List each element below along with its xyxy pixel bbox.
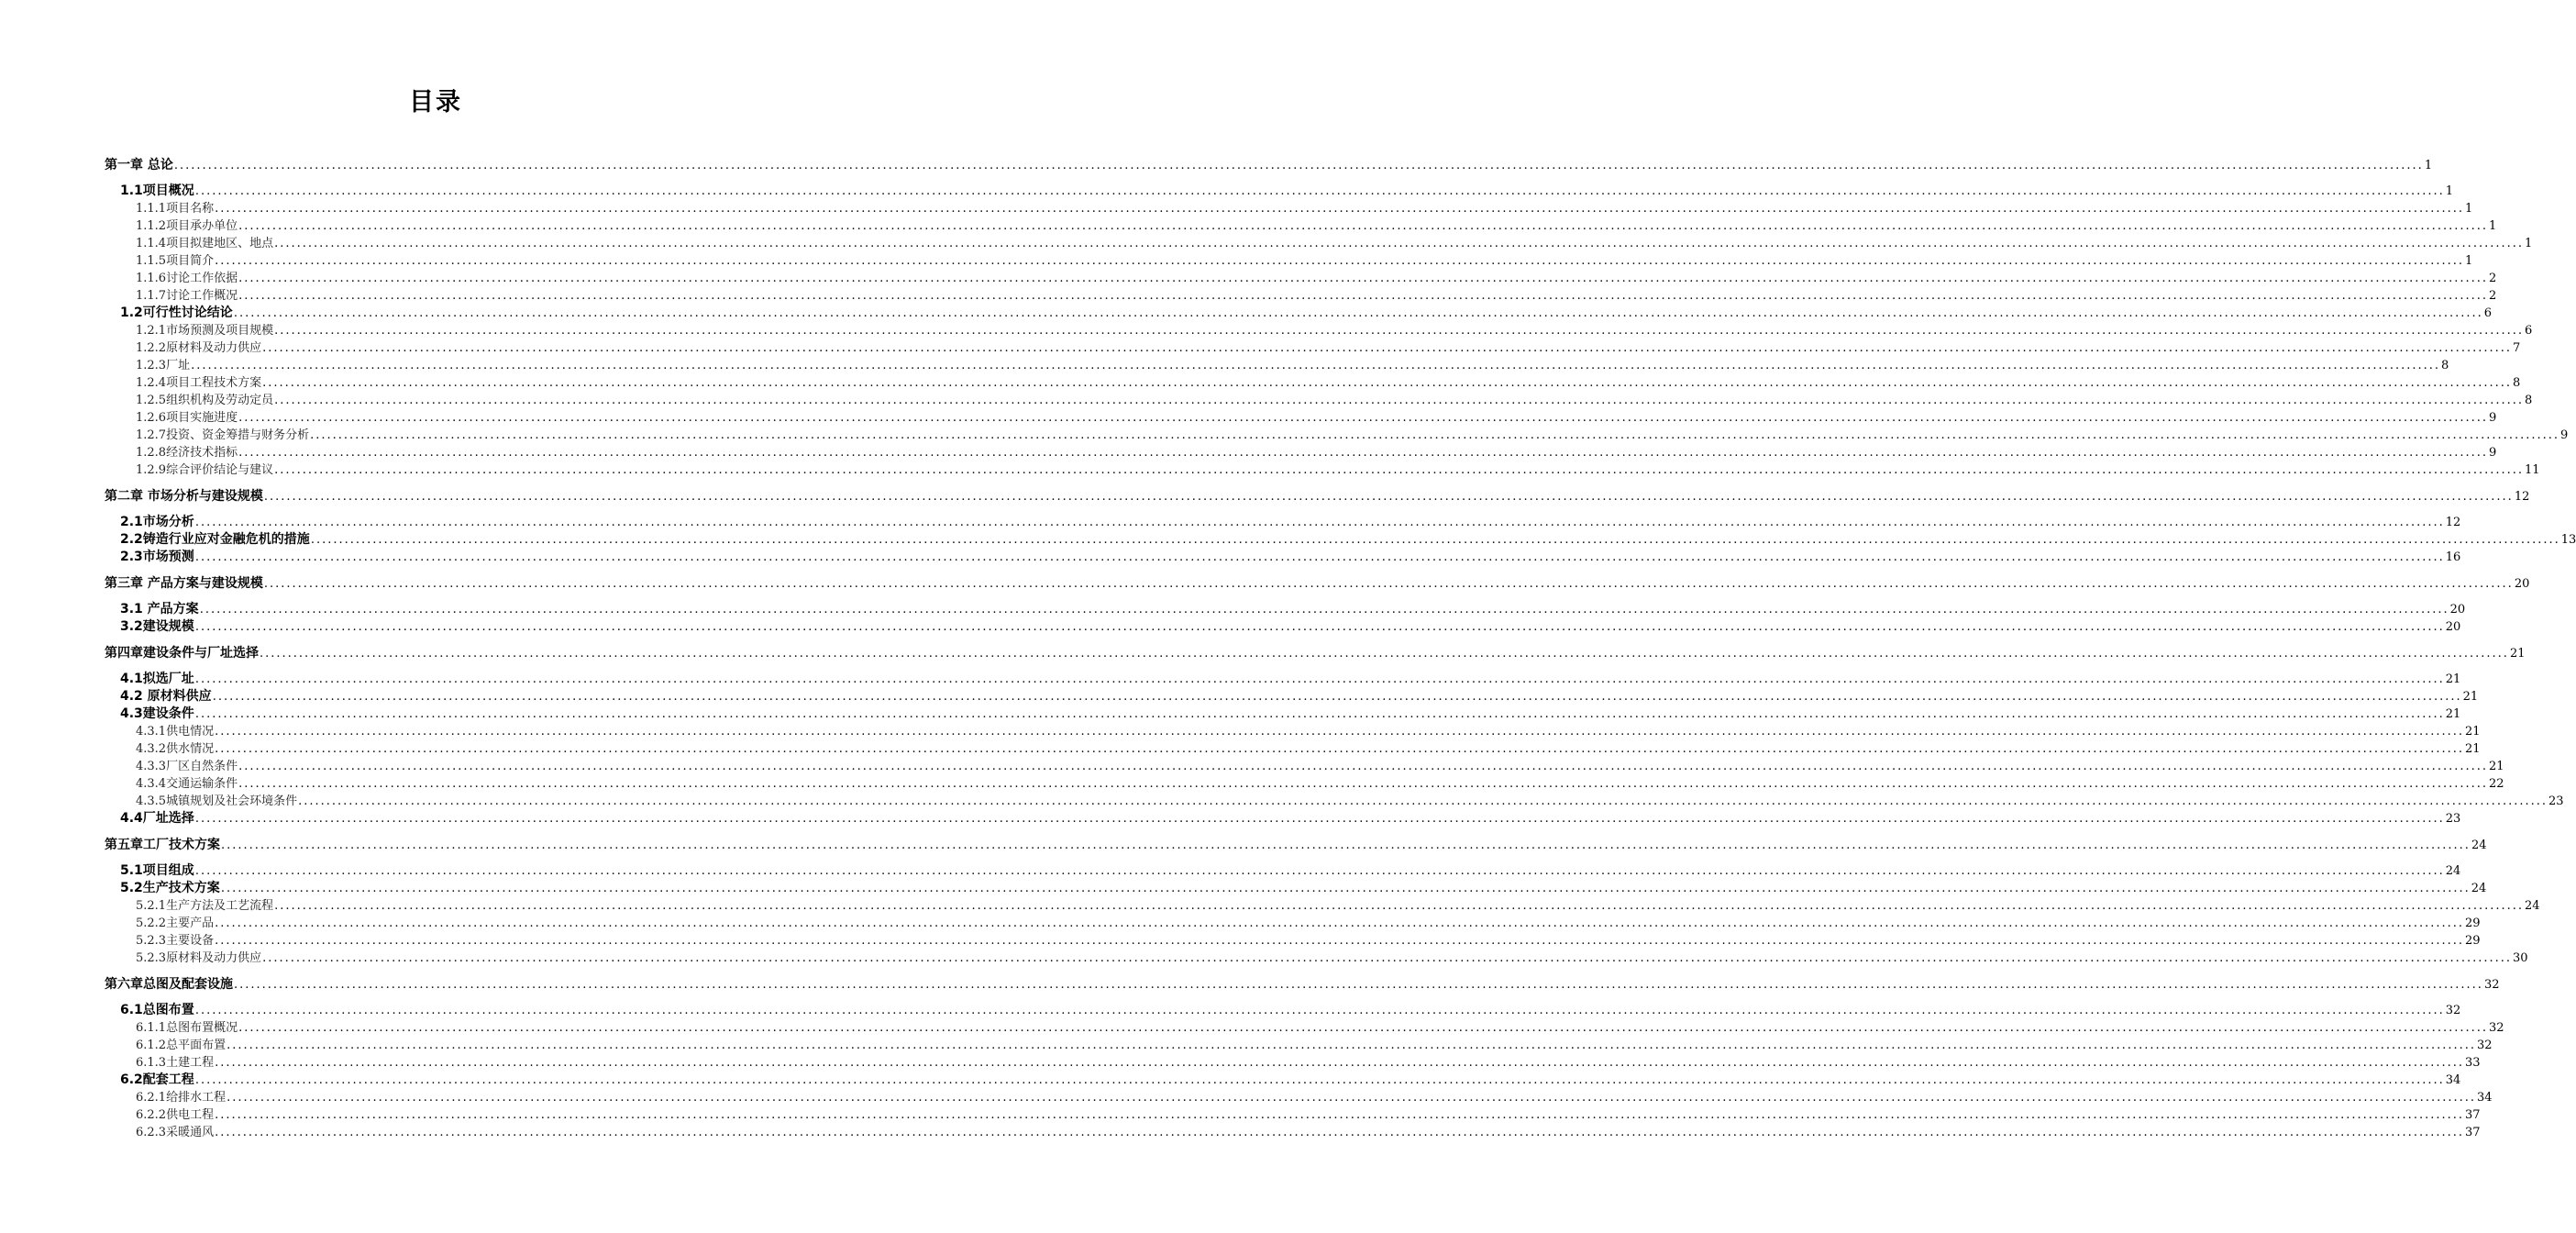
toc-entry-page-number: 33 bbox=[2465, 1056, 2481, 1070]
toc-entry-page-number: 32 bbox=[2483, 978, 2500, 992]
toc-entry-section[interactable] bbox=[120, 601, 2466, 618]
toc-entry-sub[interactable] bbox=[136, 217, 2497, 235]
toc-entry-page-number: 37 bbox=[2465, 1108, 2481, 1122]
toc-entry-sub[interactable] bbox=[136, 374, 2521, 392]
toc-entry-sub[interactable] bbox=[136, 235, 2533, 252]
dot-leader: ................................................................................................................................................................................................................................................................................................................................................................................................................ bbox=[194, 1004, 2445, 1017]
toc-entry-page-number: 20 bbox=[2514, 577, 2530, 591]
toc-entry-sub[interactable] bbox=[136, 950, 2528, 967]
dot-leader: ................................................................................................................................................................................................................................................................................................................................................................................................................ bbox=[310, 428, 2560, 442]
toc-entry-page-number: 9 bbox=[2489, 411, 2497, 425]
toc-entry-label: 1.1项目概况 bbox=[120, 183, 194, 198]
dot-leader: ................................................................................................................................................................................................................................................................................................................................................................................................................ bbox=[298, 794, 2548, 808]
toc-entry-label: 6.1.2总平面布置 bbox=[136, 1039, 227, 1052]
toc-entry-label: 1.2.9综合评价结论与建议 bbox=[136, 463, 274, 477]
toc-entry-sub[interactable] bbox=[136, 444, 2497, 461]
dot-leader: ................................................................................................................................................................................................................................................................................................................................................................................................................ bbox=[260, 647, 2509, 661]
toc-entry-sub[interactable] bbox=[136, 287, 2497, 305]
toc-entry-page-number: 24 bbox=[2445, 864, 2461, 878]
dot-leader: ................................................................................................................................................................................................................................................................................................................................................................................................................ bbox=[215, 1056, 2465, 1070]
toc-entry-page-number: 24 bbox=[2471, 882, 2487, 895]
toc-entry-label: 5.2.1生产方法及工艺流程 bbox=[136, 899, 274, 913]
dot-leader: ................................................................................................................................................................................................................................................................................................................................................................................................................ bbox=[238, 272, 2489, 285]
toc-entry-page-number: 9 bbox=[2560, 428, 2569, 442]
toc-entry-label: 4.3.3厂区自然条件 bbox=[136, 760, 238, 773]
toc-entry-label: 2.2铸造行业应对金融危机的措施 bbox=[120, 532, 310, 547]
dot-leader: ................................................................................................................................................................................................................................................................................................................................................................................................................ bbox=[238, 446, 2489, 460]
toc-entry-label: 1.1.7讨论工作概况 bbox=[136, 289, 238, 303]
toc-entry-label: 1.2可行性讨论结论 bbox=[120, 305, 233, 320]
toc-entry-label: 5.2.2主要产品 bbox=[136, 916, 215, 930]
toc-title: 目录 bbox=[409, 88, 462, 117]
toc-entry-label: 4.3.4交通运输条件 bbox=[136, 777, 238, 791]
toc-entry-sub[interactable] bbox=[136, 740, 2481, 758]
toc-entry-label: 6.2配套工程 bbox=[120, 1072, 194, 1087]
toc-entry-page-number: 1 bbox=[2525, 237, 2533, 250]
toc-entry-sub[interactable] bbox=[136, 1054, 2481, 1072]
dot-leader: ................................................................................................................................................................................................................................................................................................................................................................................................................ bbox=[274, 324, 2525, 338]
toc-entry-page-number: 1 bbox=[2465, 254, 2473, 268]
toc-entry-label: 第二章 市场分析与建设规模 bbox=[105, 489, 263, 504]
dot-leader: ................................................................................................................................................................................................................................................................................................................................................................................................................ bbox=[274, 394, 2525, 407]
toc-entry-section[interactable] bbox=[120, 183, 2454, 200]
toc-entry-label: 1.2.6项目实施进度 bbox=[136, 411, 238, 425]
toc-entry-page-number: 8 bbox=[2441, 359, 2449, 372]
dot-leader: ................................................................................................................................................................................................................................................................................................................................................................................................................ bbox=[215, 916, 2465, 930]
toc-entry-sub[interactable] bbox=[136, 897, 2540, 915]
toc-entry-label: 6.2.1给排水工程 bbox=[136, 1091, 227, 1105]
toc-entry-page-number: 1 bbox=[2445, 184, 2454, 198]
toc-entry-label: 1.1.4项目拟建地区、地点 bbox=[136, 237, 274, 250]
dot-leader: ................................................................................................................................................................................................................................................................................................................................................................................................................ bbox=[194, 864, 2445, 878]
dot-leader: ................................................................................................................................................................................................................................................................................................................................................................................................................ bbox=[191, 359, 2441, 372]
toc-entry-chapter[interactable] bbox=[105, 575, 2530, 593]
toc-entry-label: 5.2.3原材料及动力供应 bbox=[136, 951, 262, 965]
toc-entry-label: 4.3建设条件 bbox=[120, 706, 194, 721]
toc-entry-page-number: 24 bbox=[2525, 899, 2540, 913]
toc-entry-page-number: 23 bbox=[2445, 812, 2461, 826]
toc-entry-section[interactable] bbox=[120, 618, 2461, 636]
dot-leader: ................................................................................................................................................................................................................................................................................................................................................................................................................ bbox=[221, 839, 2471, 852]
toc-entry-page-number: 32 bbox=[2489, 1021, 2504, 1035]
dot-leader: ................................................................................................................................................................................................................................................................................................................................................................................................................ bbox=[238, 219, 2489, 233]
toc-entry-sub[interactable] bbox=[136, 775, 2504, 793]
toc-entry-chapter[interactable] bbox=[105, 976, 2500, 994]
toc-entry-sub[interactable] bbox=[136, 427, 2569, 444]
dot-leader: ................................................................................................................................................................................................................................................................................................................................................................................................................ bbox=[220, 882, 2471, 895]
toc-entry-label: 4.2 原材料供应 bbox=[120, 689, 212, 704]
toc-entry-page-number: 34 bbox=[2477, 1091, 2493, 1105]
toc-entry-label: 1.1.6讨论工作依据 bbox=[136, 272, 238, 285]
dot-leader: ................................................................................................................................................................................................................................................................................................................................................................................................................ bbox=[274, 237, 2525, 250]
toc-entry-sub[interactable] bbox=[136, 339, 2521, 357]
dot-leader: ................................................................................................................................................................................................................................................................................................................................................................................................................ bbox=[194, 550, 2445, 564]
toc-entry-page-number: 2 bbox=[2489, 289, 2497, 303]
dot-leader: ................................................................................................................................................................................................................................................................................................................................................................................................................ bbox=[238, 289, 2489, 303]
toc-entry-label: 1.2.2原材料及动力供应 bbox=[136, 341, 262, 355]
toc-entry-page-number: 12 bbox=[2445, 516, 2461, 529]
toc-entry-page-number: 12 bbox=[2514, 490, 2530, 504]
toc-entry-page-number: 21 bbox=[2465, 742, 2481, 756]
toc-entry-sub[interactable] bbox=[136, 723, 2481, 740]
toc-entry-page-number: 8 bbox=[2525, 394, 2533, 407]
toc-entry-label: 4.4厂址选择 bbox=[120, 811, 194, 826]
toc-entry-chapter[interactable] bbox=[105, 837, 2487, 854]
toc-entry-sub[interactable] bbox=[136, 1089, 2493, 1106]
toc-entry-label: 第一章 总论 bbox=[105, 158, 173, 172]
toc-entry-page-number: 24 bbox=[2471, 839, 2487, 852]
toc-entry-page-number: 21 bbox=[2465, 725, 2481, 739]
toc-entry-page-number: 7 bbox=[2513, 341, 2521, 355]
toc-entry-label: 1.1.2项目承办单位 bbox=[136, 219, 238, 233]
toc-entry-label: 6.1总图布置 bbox=[120, 1003, 194, 1017]
toc-entry-page-number: 8 bbox=[2513, 376, 2521, 390]
toc-entry-page-number: 23 bbox=[2548, 794, 2564, 808]
toc-entry-page-number: 32 bbox=[2445, 1004, 2461, 1017]
toc-entry-page-number: 20 bbox=[2449, 603, 2466, 616]
toc-entry-page-number: 11 bbox=[2525, 463, 2540, 477]
toc-entry-sub[interactable] bbox=[136, 200, 2473, 217]
dot-leader: ................................................................................................................................................................................................................................................................................................................................................................................................................ bbox=[194, 184, 2445, 198]
toc-entry-page-number: 1 bbox=[2489, 219, 2497, 233]
toc-entry-page-number: 21 bbox=[2462, 690, 2479, 704]
toc-entry-label: 1.2.5组织机构及劳动定员 bbox=[136, 394, 274, 407]
dot-leader: ................................................................................................................................................................................................................................................................................................................................................................................................................ bbox=[199, 603, 2449, 616]
toc-entry-label: 3.2建设规模 bbox=[120, 619, 194, 634]
toc-entry-sub[interactable] bbox=[136, 461, 2540, 479]
dot-leader: ................................................................................................................................................................................................................................................................................................................................................................................................................ bbox=[262, 376, 2513, 390]
toc-entry-sub[interactable] bbox=[136, 270, 2497, 287]
dot-leader: ................................................................................................................................................................................................................................................................................................................................................................................................................ bbox=[194, 1073, 2445, 1087]
toc-entry-page-number: 30 bbox=[2513, 951, 2528, 965]
dot-leader: ................................................................................................................................................................................................................................................................................................................................................................................................................ bbox=[263, 577, 2514, 591]
dot-leader: ................................................................................................................................................................................................................................................................................................................................................................................................................ bbox=[173, 159, 2424, 172]
dot-leader: ................................................................................................................................................................................................................................................................................................................................................................................................................ bbox=[227, 1039, 2477, 1052]
toc-entry-label: 1.2.1市场预测及项目规模 bbox=[136, 324, 274, 338]
toc-entry-label: 6.1.3土建工程 bbox=[136, 1056, 215, 1070]
toc-entry-page-number: 21 bbox=[2509, 647, 2526, 661]
toc-entry-page-number: 29 bbox=[2465, 934, 2481, 948]
toc-entry-page-number: 34 bbox=[2445, 1073, 2461, 1087]
toc-entry-label: 1.1.1项目名称 bbox=[136, 202, 215, 216]
toc-entry-page-number: 32 bbox=[2477, 1039, 2493, 1052]
toc-entry-label: 4.3.1供电情况 bbox=[136, 725, 215, 739]
dot-leader: ................................................................................................................................................................................................................................................................................................................................................................................................................ bbox=[215, 725, 2465, 739]
toc-entry-page-number: 6 bbox=[2483, 306, 2493, 320]
toc-entry-sub[interactable] bbox=[136, 932, 2481, 950]
toc-entry-sub[interactable] bbox=[136, 409, 2497, 427]
dot-leader: ................................................................................................................................................................................................................................................................................................................................................................................................................ bbox=[233, 306, 2483, 320]
toc-entry-sub[interactable] bbox=[136, 1037, 2493, 1054]
toc-entry-label: 5.1项目组成 bbox=[120, 863, 194, 878]
dot-leader: ................................................................................................................................................................................................................................................................................................................................................................................................................ bbox=[215, 254, 2465, 268]
toc-entry-page-number: 13 bbox=[2560, 533, 2576, 547]
toc-entry-page-number: 1 bbox=[2424, 159, 2433, 172]
toc-entry-label: 5.2生产技术方案 bbox=[120, 881, 220, 895]
toc-entry-page-number: 1 bbox=[2465, 202, 2473, 216]
dot-leader: ................................................................................................................................................................................................................................................................................................................................................................................................................ bbox=[227, 1091, 2477, 1105]
toc-entry-label: 6.1.1总图布置概况 bbox=[136, 1021, 238, 1035]
toc-entry-label: 4.1拟选厂址 bbox=[120, 672, 194, 686]
dot-leader: ................................................................................................................................................................................................................................................................................................................................................................................................................ bbox=[194, 620, 2445, 634]
toc-entry-sub[interactable] bbox=[136, 1106, 2481, 1124]
toc-entry-page-number: 29 bbox=[2465, 916, 2481, 930]
toc-entry-sub[interactable] bbox=[136, 357, 2449, 374]
dot-leader: ................................................................................................................................................................................................................................................................................................................................................................................................................ bbox=[194, 672, 2445, 686]
toc-entry-label: 1.2.4项目工程技术方案 bbox=[136, 376, 262, 390]
dot-leader: ................................................................................................................................................................................................................................................................................................................................................................................................................ bbox=[194, 707, 2445, 721]
toc-entry-label: 第五章工厂技术方案 bbox=[105, 838, 220, 852]
toc-entry-section[interactable] bbox=[120, 1072, 2461, 1089]
toc-entry-page-number: 21 bbox=[2445, 707, 2461, 721]
toc-entry-label: 1.2.8经济技术指标 bbox=[136, 446, 238, 460]
toc-entry-section[interactable] bbox=[120, 671, 2461, 688]
toc-entry-sub[interactable] bbox=[136, 1019, 2504, 1037]
dot-leader: ................................................................................................................................................................................................................................................................................................................................................................................................................ bbox=[310, 533, 2560, 547]
toc-entry-sub[interactable] bbox=[136, 252, 2473, 270]
toc-entry-label: 第三章 产品方案与建设规模 bbox=[105, 576, 263, 591]
toc-entry-label: 2.1市场分析 bbox=[120, 515, 194, 529]
toc-entry-page-number: 6 bbox=[2525, 324, 2533, 338]
toc-entry-page-number: 37 bbox=[2465, 1126, 2481, 1139]
toc-entry-sub[interactable] bbox=[136, 758, 2504, 775]
toc-entry-sub[interactable] bbox=[136, 915, 2481, 932]
dot-leader: ................................................................................................................................................................................................................................................................................................................................................................................................................ bbox=[215, 742, 2465, 756]
toc-entry-section[interactable] bbox=[120, 810, 2461, 828]
dot-leader: ................................................................................................................................................................................................................................................................................................................................................................................................................ bbox=[215, 1126, 2465, 1139]
toc-entry-page-number: 21 bbox=[2445, 672, 2461, 686]
toc-entry-section[interactable] bbox=[120, 705, 2461, 723]
toc-entry-section[interactable] bbox=[120, 688, 2479, 705]
toc-entry-page-number: 22 bbox=[2489, 777, 2504, 791]
toc-entry-section[interactable] bbox=[120, 549, 2461, 566]
toc-entry-sub[interactable] bbox=[136, 392, 2533, 409]
toc-entry-section[interactable] bbox=[120, 305, 2493, 322]
toc-entry-section[interactable] bbox=[120, 862, 2461, 880]
toc-entry-chapter[interactable] bbox=[105, 488, 2530, 505]
toc-entry-label: 4.3.5城镇规划及社会环境条件 bbox=[136, 794, 298, 808]
dot-leader: ................................................................................................................................................................................................................................................................................................................................................................................................................ bbox=[215, 1108, 2465, 1122]
toc-entry-page-number: 2 bbox=[2489, 272, 2497, 285]
dot-leader: ................................................................................................................................................................................................................................................................................................................................................................................................................ bbox=[194, 812, 2445, 826]
toc-entry-label: 第六章总图及配套设施 bbox=[105, 977, 233, 992]
dot-leader: ................................................................................................................................................................................................................................................................................................................................................................................................................ bbox=[238, 411, 2489, 425]
toc-entry-page-number: 9 bbox=[2489, 446, 2497, 460]
toc-entry-page-number: 21 bbox=[2489, 760, 2504, 773]
toc-entry-section[interactable] bbox=[120, 531, 2576, 549]
toc-entry-chapter[interactable] bbox=[105, 645, 2526, 662]
toc-entry-section[interactable] bbox=[120, 1002, 2461, 1019]
toc-entry-label: 5.2.3主要设备 bbox=[136, 934, 215, 948]
toc-entry-label: 1.2.3厂址 bbox=[136, 359, 191, 372]
dot-leader: ................................................................................................................................................................................................................................................................................................................................................................................................................ bbox=[215, 934, 2465, 948]
dot-leader: ................................................................................................................................................................................................................................................................................................................................................................................................................ bbox=[238, 760, 2489, 773]
dot-leader: ................................................................................................................................................................................................................................................................................................................................................................................................................ bbox=[215, 202, 2465, 216]
dot-leader: ................................................................................................................................................................................................................................................................................................................................................................................................................ bbox=[238, 777, 2489, 791]
dot-leader: ................................................................................................................................................................................................................................................................................................................................................................................................................ bbox=[274, 463, 2525, 477]
toc-entry-label: 6.2.2供电工程 bbox=[136, 1108, 215, 1122]
toc-entry-label: 1.1.5项目简介 bbox=[136, 254, 215, 268]
toc-entry-label: 3.1 产品方案 bbox=[120, 602, 199, 616]
dot-leader: ................................................................................................................................................................................................................................................................................................................................................................................................................ bbox=[274, 899, 2525, 913]
dot-leader: ................................................................................................................................................................................................................................................................................................................................................................................................................ bbox=[212, 690, 2462, 704]
toc-entry-sub[interactable] bbox=[136, 1124, 2481, 1141]
toc-entry-page-number: 16 bbox=[2445, 550, 2461, 564]
toc-entry-label: 6.2.3采暖通风 bbox=[136, 1126, 215, 1139]
toc-entry-label: 第四章建设条件与厂址选择 bbox=[105, 646, 259, 661]
toc-entry-section[interactable] bbox=[120, 514, 2461, 531]
dot-leader: ................................................................................................................................................................................................................................................................................................................................................................................................................ bbox=[262, 341, 2513, 355]
dot-leader: ................................................................................................................................................................................................................................................................................................................................................................................................................ bbox=[194, 516, 2445, 529]
toc-entry-label: 1.2.7投资、资金筹措与财务分析 bbox=[136, 428, 310, 442]
dot-leader: ................................................................................................................................................................................................................................................................................................................................................................................................................ bbox=[234, 978, 2483, 992]
dot-leader: ................................................................................................................................................................................................................................................................................................................................................................................................................ bbox=[262, 951, 2513, 965]
toc-entry-chapter[interactable] bbox=[105, 157, 2433, 174]
toc-entry-label: 2.3市场预测 bbox=[120, 550, 194, 564]
dot-leader: ................................................................................................................................................................................................................................................................................................................................................................................................................ bbox=[238, 1021, 2489, 1035]
dot-leader: ................................................................................................................................................................................................................................................................................................................................................................................................................ bbox=[263, 490, 2514, 504]
toc-entry-section[interactable] bbox=[120, 880, 2487, 897]
toc-entry-sub[interactable] bbox=[136, 793, 2564, 810]
toc-entry-page-number: 20 bbox=[2445, 620, 2461, 634]
toc-entry-label: 4.3.2供水情况 bbox=[136, 742, 215, 756]
toc-entry-sub[interactable] bbox=[136, 322, 2533, 339]
